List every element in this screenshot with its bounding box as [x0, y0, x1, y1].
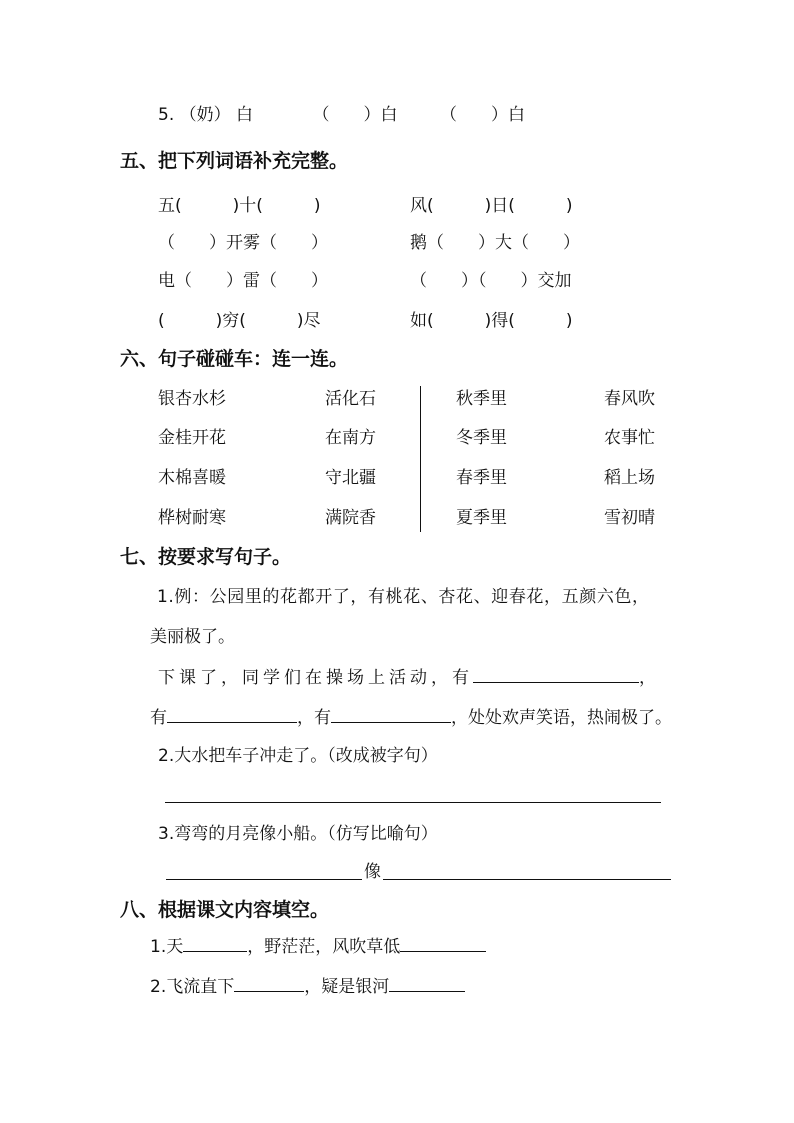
- idiom-2-2: 鹅（ ）大（ ）: [410, 233, 580, 253]
- column-divider: [420, 386, 421, 532]
- q1-task-end: ，处处欢声笑语，热闹极了。: [451, 708, 672, 728]
- blank-2[interactable]: [167, 706, 297, 723]
- q5-line: 5. （奶） 白 （ ）白 （ ）白: [158, 105, 526, 125]
- match-season-4: 夏季里: [456, 508, 507, 528]
- q2-answer-line[interactable]: [165, 802, 661, 803]
- idiom-3-1: 电（ ）雷（ ）: [158, 271, 328, 291]
- q2-prompt: 2.大水把车子冲走了。（改成被字句）: [158, 746, 438, 766]
- q1-task-you: 有: [150, 708, 167, 728]
- match-mid-1: 活化石: [325, 389, 376, 409]
- match-right-2: 农事忙: [604, 428, 655, 448]
- blank-1[interactable]: [473, 666, 639, 683]
- q1-task-text: 下课了，同学们在操场上活动，有: [158, 668, 473, 688]
- idiom-4-1: ( )穷( )尽: [158, 311, 321, 331]
- comma: ，: [639, 668, 660, 688]
- match-left-3: 木棉喜暖: [158, 468, 226, 488]
- blank-3[interactable]: [331, 706, 451, 723]
- match-right-1: 春风吹: [604, 389, 655, 409]
- s8-blank-1[interactable]: [183, 935, 247, 952]
- section6-heading: 六、句子碰碰车：连一连。: [120, 348, 349, 370]
- s8-q1: [150, 935, 486, 958]
- q1-task-you2: ，有: [297, 708, 331, 728]
- q3-answer-line-left[interactable]: [166, 879, 362, 880]
- s8-blank-4[interactable]: [389, 975, 465, 992]
- match-left-2: 金桂开花: [158, 428, 226, 448]
- s8-q2-b: ，疑是银河: [304, 977, 390, 997]
- match-mid-2: 在南方: [325, 428, 376, 448]
- match-season-2: 冬季里: [456, 428, 507, 448]
- s8-q1-b: ，野茫茫，风吹草低: [247, 937, 401, 957]
- section7-heading: 七、按要求写句子。: [120, 546, 292, 568]
- idiom-2-1: （ ）开雾（ ）: [158, 233, 328, 253]
- idiom-3-2: （ ）（ ）交加: [410, 271, 572, 291]
- match-season-1: 秋季里: [456, 389, 507, 409]
- q1-example-line2: 美丽极了。: [150, 627, 235, 647]
- s8-q2-a: 2.飞流直下: [150, 977, 235, 997]
- section8-heading: 八、根据课文内容填空。: [120, 899, 330, 921]
- q3-like: 像: [364, 862, 381, 882]
- s8-blank-3[interactable]: [234, 975, 304, 992]
- q3-answer-line-right[interactable]: [383, 879, 671, 880]
- match-mid-3: 守北疆: [325, 468, 376, 488]
- match-season-3: 春季里: [456, 468, 507, 488]
- q3-prompt: 3.弯弯的月亮像小船。（仿写比喻句）: [158, 824, 438, 844]
- match-left-4: 桦树耐寒: [158, 508, 226, 528]
- idiom-4-2: 如( )得( ): [410, 311, 573, 331]
- s8-blank-2[interactable]: [400, 935, 486, 952]
- section5-heading: 五、把下列词语补充完整。: [120, 150, 349, 172]
- match-right-3: 稻上场: [604, 468, 655, 488]
- q1-task-line2: [150, 706, 672, 729]
- idiom-1-2: 风( )日( ): [410, 196, 573, 216]
- match-mid-4: 满院香: [325, 508, 376, 528]
- s8-q2: [150, 975, 465, 998]
- q1-example-line1: 1.例：公园里的花都开了，有桃花、杏花、迎春花，五颜六色，: [157, 587, 650, 607]
- match-right-4: 雪初晴: [604, 508, 655, 528]
- match-left-1: 银杏水杉: [158, 389, 226, 409]
- idiom-1-1: 五( )十( ): [158, 196, 321, 216]
- s8-q1-a: 1.天: [150, 937, 184, 957]
- q1-task-line1: [158, 666, 660, 689]
